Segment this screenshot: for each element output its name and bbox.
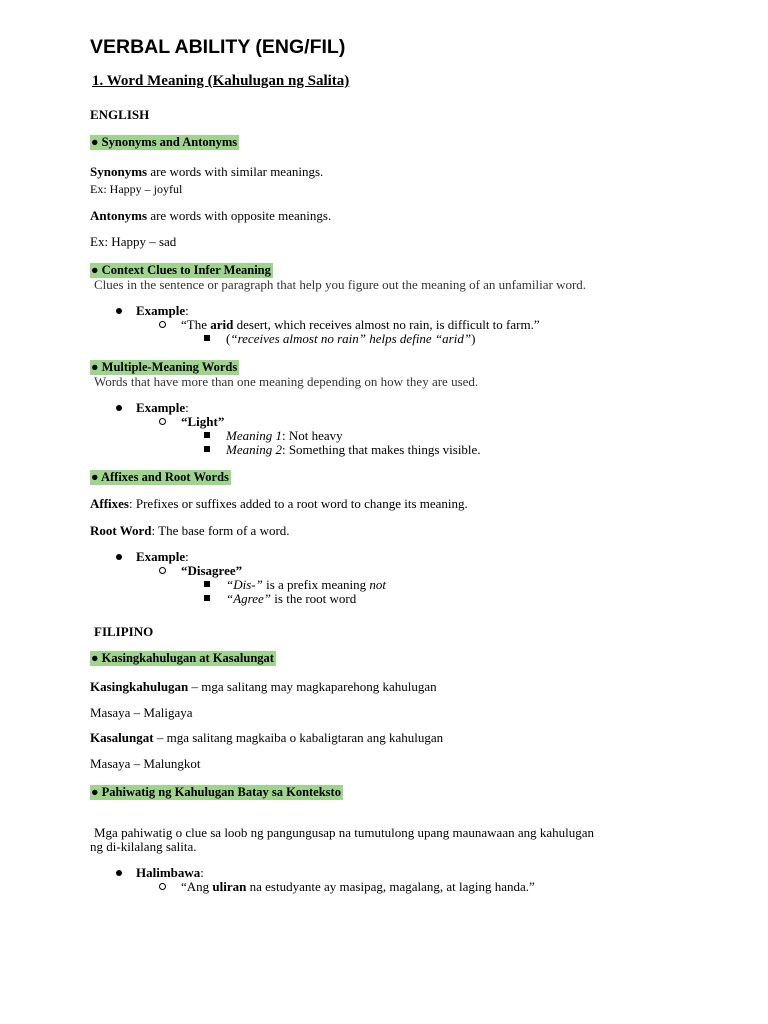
synonyms-def-text: are words with similar meanings. — [147, 164, 324, 179]
kasalungat-definition — [90, 731, 443, 744]
bullet-dot-icon — [116, 308, 122, 314]
bullet-square-icon — [204, 581, 210, 587]
topic-heading-multiple-meaning: ● Multiple-Meaning Words — [91, 360, 238, 374]
antonyms-def-text: are words with opposite meanings. — [147, 208, 332, 223]
root-italic: “Agree” — [226, 591, 272, 606]
prefix-not: not — [369, 577, 386, 592]
example-label: Example — [136, 400, 186, 415]
antonyms-example: Ex: Happy – sad — [90, 234, 177, 249]
kasal-def-text: – mga salitang magkaiba o kabaligtaran ang kahulugan — [153, 730, 444, 745]
pahiwatig-example-sentence — [181, 880, 535, 893]
topic-heading-kasingkahulugan: ● Kasingkahulugan at Kasalungat — [91, 651, 274, 665]
topic-heading-synonyms-antonyms: ● Synonyms and Antonyms — [91, 135, 238, 149]
affix-example-label — [136, 550, 189, 563]
kasing-term: Kasingkahulugan — [90, 679, 189, 694]
affix-example-word — [181, 564, 242, 577]
bullet-square-icon — [204, 335, 210, 341]
topic-heading-pahiwatig: ● Pahiwatig ng Kahulugan Batay sa Konteksto — [91, 785, 341, 799]
bullet-square-icon — [204, 446, 210, 452]
quote-prefix: “The — [181, 317, 211, 332]
bullet-square-icon — [204, 595, 210, 601]
colon: : — [200, 865, 204, 880]
prefix-text: is a prefix meaning — [262, 577, 370, 592]
quote-keyword: arid — [210, 317, 234, 332]
pahiwatig-description-line1: Mga pahiwatig o clue sa loob ng pangungusap na tumutulong upang maunawaan ang kahulugan — [94, 825, 595, 840]
pahiwatig-description-line2: ng di-kilalang salita. — [90, 839, 197, 854]
bullet-dot-icon — [116, 554, 122, 560]
kasingkahulugan-example: Masaya – Maligaya — [90, 705, 193, 720]
language-label-english: ENGLISH — [90, 107, 150, 122]
example-word: “Light” — [181, 414, 225, 429]
bullet-circle-icon — [159, 567, 166, 574]
bullet-circle-icon — [159, 883, 166, 890]
context-clues-description: Clues in the sentence or paragraph that help you figure out the meaning of an unfamiliar word. — [94, 277, 587, 292]
meaning-text: : Not heavy — [281, 428, 343, 443]
affixes-term: Affixes — [90, 496, 129, 511]
multi-example-word — [181, 415, 224, 428]
kasal-term: Kasalungat — [90, 730, 154, 745]
topic-heading-context-clues: ● Context Clues to Infer Meaning — [91, 263, 271, 277]
kasalungat-example: Masaya – Malungkot — [90, 756, 201, 771]
example-label: Example — [136, 549, 186, 564]
topic-heading-affixes: ● Affixes and Root Words — [91, 470, 229, 484]
root-def-text: : The base form of a word. — [151, 523, 290, 538]
bullet-circle-icon — [159, 418, 166, 425]
affix-prefix-note — [226, 578, 386, 591]
synonyms-definition — [90, 165, 323, 178]
bullet-square-icon — [204, 432, 210, 438]
context-example-sentence — [181, 318, 540, 331]
multi-meaning-2 — [226, 443, 481, 456]
paren-open: ( — [226, 331, 231, 346]
quote-suffix: na estudyante ay masipag, magalang, at laging handa.” — [246, 879, 535, 894]
colon: : — [185, 549, 189, 564]
context-example-note — [226, 332, 475, 345]
meaning-label: Meaning 2 — [226, 442, 282, 457]
affix-root-note — [226, 592, 356, 605]
root-text: is the root word — [271, 591, 357, 606]
colon: : — [185, 303, 189, 318]
root-term: Root Word — [90, 523, 152, 538]
prefix-italic: “Dis-” — [226, 577, 263, 592]
note-italic: “receives almost no rain” helps define “arid” — [230, 331, 472, 346]
antonyms-term: Antonyms — [90, 208, 148, 223]
quote-suffix: desert, which receives almost no rain, is difficult to farm.” — [233, 317, 540, 332]
bullet-dot-icon — [116, 870, 122, 876]
multiple-meaning-description: Words that have more than one meaning depending on how they are used. — [94, 374, 479, 389]
context-example-label — [136, 304, 189, 317]
meaning-text: : Something that makes things visible. — [281, 442, 481, 457]
meaning-label: Meaning 1 — [226, 428, 282, 443]
affixes-definition — [90, 497, 468, 510]
synonyms-term: Synonyms — [90, 164, 148, 179]
multi-meaning-1 — [226, 429, 343, 442]
paren-close: ) — [471, 331, 476, 346]
bullet-circle-icon — [159, 321, 166, 328]
multi-example-label — [136, 401, 189, 414]
pahiwatig-example-label — [136, 866, 204, 879]
quote-keyword: uliran — [212, 879, 247, 894]
page-title: VERBAL ABILITY (ENG/FIL) — [90, 36, 346, 58]
colon: : — [185, 400, 189, 415]
example-word: “Disagree” — [181, 563, 243, 578]
kasing-def-text: – mga salitang may magkaparehong kahulugan — [188, 679, 437, 694]
root-word-definition — [90, 524, 290, 537]
section-heading-word-meaning: 1. Word Meaning (Kahulugan ng Salita) — [92, 73, 350, 89]
kasingkahulugan-definition — [90, 680, 437, 693]
example-label: Example — [136, 303, 186, 318]
language-label-filipino: FILIPINO — [94, 624, 154, 639]
bullet-dot-icon — [116, 405, 122, 411]
quote-prefix: “Ang — [181, 879, 213, 894]
example-label: Halimbawa — [136, 865, 201, 880]
antonyms-definition — [90, 209, 331, 222]
synonyms-example: Ex: Happy – joyful — [90, 182, 183, 196]
affixes-def-text: : Prefixes or suffixes added to a root word to change its meaning. — [129, 496, 468, 511]
